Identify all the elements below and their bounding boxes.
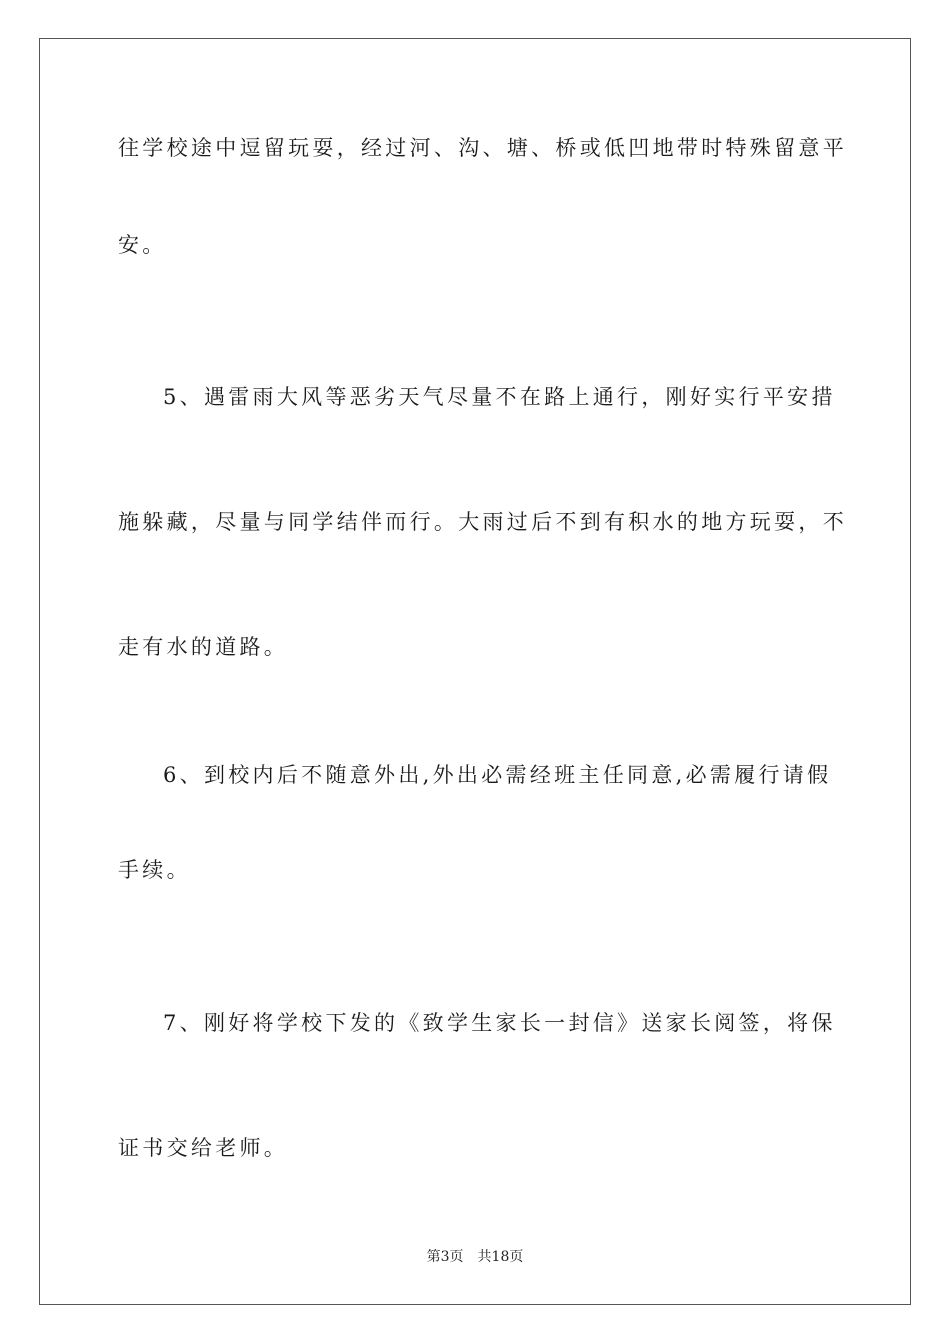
body-text-line: 5、遇雷雨大风等恶劣天气尽量不在路上通行，刚好实行平安措	[163, 385, 836, 409]
page-number-current: 第3页	[426, 1249, 464, 1265]
body-text-line: 证书交给老师。	[118, 1136, 289, 1160]
body-text-line: 往学校途中逗留玩耍，经过河、沟、塘、桥或低凹地带时特殊留意平	[118, 136, 847, 160]
body-text-line: 7、刚好将学校下发的《致学生家长一封信》送家长阅签，将保	[163, 1011, 836, 1035]
body-text-line: 施躲藏，尽量与同学结伴而行。大雨过后不到有积水的地方玩耍，不	[118, 510, 847, 534]
page-frame	[39, 38, 911, 1305]
body-text-line: 手续。	[118, 858, 191, 882]
page-footer	[0, 1248, 950, 1266]
page-number-total: 共18页	[477, 1249, 524, 1265]
body-text-line: 安。	[118, 233, 167, 257]
body-text-line: 走有水的道路。	[118, 635, 289, 659]
body-text-line: 6、到校内后不随意外出,外出必需经班主任同意,必需履行请假	[163, 763, 832, 787]
